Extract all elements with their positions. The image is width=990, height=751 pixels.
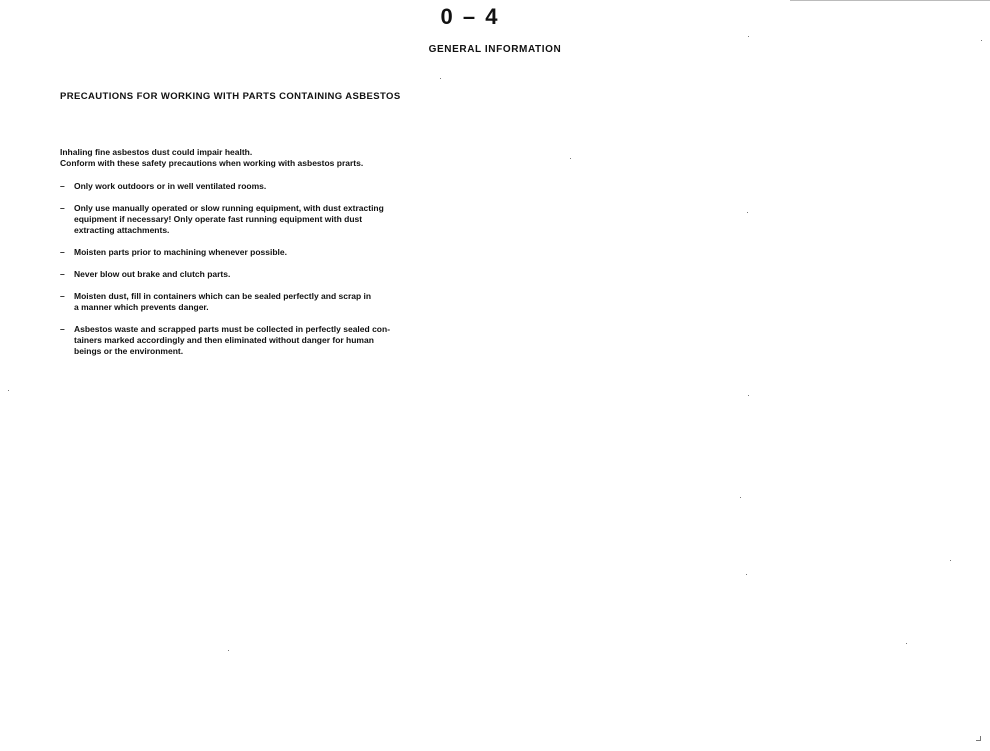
- bullet-dash: –: [60, 291, 65, 301]
- scan-speck: [906, 643, 907, 644]
- scan-speck: [981, 40, 982, 41]
- section-heading: GENERAL INFORMATION: [428, 44, 562, 55]
- scan-speck: [740, 497, 741, 498]
- scan-speck: [980, 736, 981, 741]
- bullet-line: extracting attachments.: [74, 225, 170, 235]
- scan-speck: [440, 78, 441, 79]
- scan-speck: [570, 158, 571, 159]
- precautions-list: [60, 181, 460, 368]
- bullet-line: Moisten parts prior to machining whenever possible.: [74, 247, 288, 257]
- page-number: 0 – 4: [440, 4, 500, 29]
- bullet-dash: –: [60, 203, 65, 213]
- list-item: [60, 291, 460, 313]
- bullet-line: Never blow out brake and clutch parts.: [74, 269, 231, 279]
- bullet-line: beings or the environment.: [74, 346, 184, 356]
- document-title: PRECAUTIONS FOR WORKING WITH PARTS CONTAINING ASBESTOS: [60, 91, 401, 102]
- list-item: [60, 324, 460, 357]
- scan-speck: [746, 574, 747, 575]
- bullet-dash: –: [60, 324, 65, 334]
- scan-speck: [228, 650, 229, 651]
- list-item: [60, 247, 460, 258]
- scan-speck: [790, 0, 990, 1]
- list-item: [60, 181, 460, 192]
- bullet-line: Only work outdoors or in well ventilated rooms.: [74, 181, 267, 191]
- scan-speck: [748, 36, 749, 37]
- bullet-line: Asbestos waste and scrapped parts must be collected in perfectly sealed con-: [74, 324, 391, 334]
- bullet-line: equipment if necessary! Only operate fast running equipment with dust: [74, 214, 363, 224]
- intro-paragraph: [60, 147, 460, 169]
- intro-line: Inhaling fine asbestos dust could impair health.: [60, 147, 253, 157]
- scan-speck: [748, 395, 749, 396]
- bullet-dash: –: [60, 247, 65, 257]
- intro-line: Conform with these safety precautions when working with asbestos prarts.: [60, 158, 364, 168]
- bullet-dash: –: [60, 181, 65, 191]
- list-item: [60, 269, 460, 280]
- bullet-line: Only use manually operated or slow running equipment, with dust extracting: [74, 203, 384, 213]
- bullet-line: a manner which prevents danger.: [74, 302, 209, 312]
- bullet-dash: –: [60, 269, 65, 279]
- scan-speck: [747, 212, 748, 213]
- scan-speck: [8, 390, 9, 391]
- list-item: [60, 203, 460, 236]
- bullet-line: tainers marked accordingly and then eliminated without danger for human: [74, 335, 374, 345]
- bullet-line: Moisten dust, fill in containers which can be sealed perfectly and scrap in: [74, 291, 372, 301]
- scan-speck: [950, 560, 951, 561]
